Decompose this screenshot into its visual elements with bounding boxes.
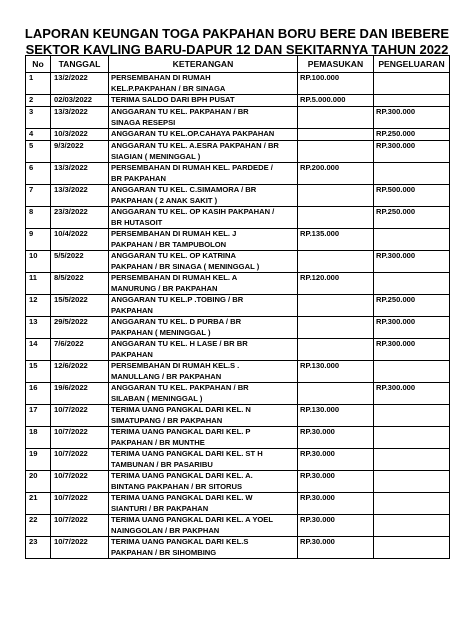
cell-pemasukan — [298, 383, 374, 405]
cell-keterangan: ANGGARAN TU KEL. C.SIMAMORA / BR PAKPAHAN ( 2 ANAK SAKIT ) — [109, 185, 298, 207]
cell-keterangan: TERIMA UANG PANGKAL DARI KEL. A YOEL NAINGGOLAN / BR PAKPHAN — [109, 515, 298, 537]
cell-pemasukan — [298, 339, 374, 361]
cell-tanggal: 10/7/2022 — [51, 449, 109, 471]
report-title: LAPORAN KEUNGAN TOGA PAKPAHAN BORU BERE DAN IBEBERE — [24, 26, 450, 41]
cell-pengeluaran: RP.300.000 — [374, 107, 450, 129]
cell-keterangan: ANGGARAN TU KEL.P .TOBING / BR PAKPAHAN — [109, 295, 298, 317]
cell-no: 16 — [26, 383, 51, 405]
cell-no: 8 — [26, 207, 51, 229]
cell-pengeluaran: RP.300.000 — [374, 383, 450, 405]
cell-pengeluaran — [374, 471, 450, 493]
table-row — [26, 95, 450, 107]
cell-tanggal: 13/3/2022 — [51, 185, 109, 207]
cell-tanggal: 8/5/2022 — [51, 273, 109, 295]
cell-tanggal: 10/7/2022 — [51, 537, 109, 559]
cell-keterangan: PERSEMBAHAN DI RUMAH KEL. J PAKPAHAN / BR TAMPUBOLON — [109, 229, 298, 251]
cell-no: 18 — [26, 427, 51, 449]
cell-keterangan: TERIMA UANG PANGKAL DARI KEL.S PAKPAHAN / BR SIHOMBING — [109, 537, 298, 559]
table-header-row — [26, 56, 450, 73]
cell-pengeluaran: RP.300.000 — [374, 339, 450, 361]
cell-tanggal: 10/7/2022 — [51, 427, 109, 449]
cell-no: 11 — [26, 273, 51, 295]
cell-pemasukan — [298, 207, 374, 229]
header-pengeluaran: PENGELUARAN — [374, 56, 450, 73]
cell-no: 10 — [26, 251, 51, 273]
cell-pengeluaran — [374, 163, 450, 185]
header-no: No — [26, 56, 51, 73]
header-keterangan: KETERANGAN — [109, 56, 298, 73]
table-row — [26, 515, 450, 537]
cell-pemasukan: RP.30.000 — [298, 537, 374, 559]
cell-pemasukan: RP.5.000.000 — [298, 95, 374, 107]
cell-no: 5 — [26, 141, 51, 163]
table-row — [26, 427, 450, 449]
table-row — [26, 537, 450, 559]
cell-tanggal: 5/5/2022 — [51, 251, 109, 273]
cell-no: 17 — [26, 405, 51, 427]
table-row — [26, 229, 450, 251]
cell-pengeluaran: RP.250.000 — [374, 207, 450, 229]
cell-tanggal: 7/6/2022 — [51, 339, 109, 361]
cell-pengeluaran: RP.250.000 — [374, 295, 450, 317]
cell-pengeluaran: RP.300.000 — [374, 317, 450, 339]
cell-pemasukan: RP.100.000 — [298, 73, 374, 95]
cell-pengeluaran — [374, 537, 450, 559]
header-tanggal: TANGGAL — [51, 56, 109, 73]
cell-pengeluaran — [374, 427, 450, 449]
cell-no: 2 — [26, 95, 51, 107]
cell-pengeluaran — [374, 273, 450, 295]
cell-no: 9 — [26, 229, 51, 251]
cell-pemasukan: RP.30.000 — [298, 493, 374, 515]
cell-pengeluaran — [374, 405, 450, 427]
cell-pengeluaran — [374, 493, 450, 515]
table-row — [26, 383, 450, 405]
cell-pemasukan: RP.30.000 — [298, 471, 374, 493]
cell-tanggal: 10/7/2022 — [51, 493, 109, 515]
header-pemasukan: PEMASUKAN — [298, 56, 374, 73]
cell-no: 12 — [26, 295, 51, 317]
cell-pemasukan — [298, 185, 374, 207]
cell-tanggal: 10/7/2022 — [51, 471, 109, 493]
cell-pemasukan: RP.200.000 — [298, 163, 374, 185]
finance-table — [25, 55, 450, 559]
table-row — [26, 163, 450, 185]
cell-pengeluaran — [374, 229, 450, 251]
table-row — [26, 73, 450, 95]
cell-pengeluaran — [374, 73, 450, 95]
cell-pemasukan — [298, 295, 374, 317]
cell-pengeluaran — [374, 515, 450, 537]
cell-keterangan: PERSEMBAHAN DI RUMAH KEL. A MANURUNG / BR PAKPAHAN — [109, 273, 298, 295]
table-row — [26, 129, 450, 141]
cell-tanggal: 9/3/2022 — [51, 141, 109, 163]
cell-tanggal: 29/5/2022 — [51, 317, 109, 339]
cell-tanggal: 13/2/2022 — [51, 73, 109, 95]
cell-keterangan: ANGGARAN TU KEL. D PURBA / BR PAKPAHAN ( MENINGGAL ) — [109, 317, 298, 339]
table-row — [26, 141, 450, 163]
cell-tanggal: 02/03/2022 — [51, 95, 109, 107]
cell-keterangan: ANGGARAN TU KEL. A.ESRA PAKPAHAN / BR SIAGIAN ( MENINGGAL ) — [109, 141, 298, 163]
table-row — [26, 471, 450, 493]
cell-keterangan: TERIMA SALDO DARI BPH PUSAT — [109, 95, 298, 107]
cell-no: 7 — [26, 185, 51, 207]
cell-no: 4 — [26, 129, 51, 141]
cell-tanggal: 15/5/2022 — [51, 295, 109, 317]
cell-pemasukan — [298, 129, 374, 141]
cell-tanggal: 10/7/2022 — [51, 405, 109, 427]
cell-keterangan: PERSEMBAHAN DI RUMAH KEL.S . MANULLANG / BR PAKPAHAN — [109, 361, 298, 383]
cell-pemasukan: RP.30.000 — [298, 515, 374, 537]
cell-tanggal: 10/3/2022 — [51, 129, 109, 141]
cell-pemasukan — [298, 251, 374, 273]
cell-keterangan: ANGGARAN TU KEL. OP KATRINA PAKPAHAN / BR SINAGA ( MENINGGAL ) — [109, 251, 298, 273]
cell-tanggal: 13/3/2022 — [51, 163, 109, 185]
cell-pemasukan: RP.130.000 — [298, 361, 374, 383]
cell-pemasukan: RP.30.000 — [298, 449, 374, 471]
cell-tanggal: 23/3/2022 — [51, 207, 109, 229]
table-row — [26, 273, 450, 295]
cell-keterangan: ANGGARAN TU KEL. OP KASIH PAKPAHAN / BR HUTASOIT — [109, 207, 298, 229]
table-row — [26, 339, 450, 361]
cell-no: 14 — [26, 339, 51, 361]
table-row — [26, 449, 450, 471]
cell-pengeluaran: RP.500.000 — [374, 185, 450, 207]
cell-keterangan: PERSEMBAHAN DI RUMAH KEL.P.PAKPAHAN / BR SINAGA — [109, 73, 298, 95]
cell-no: 23 — [26, 537, 51, 559]
cell-keterangan: TERIMA UANG PANGKAL DARI KEL. A. BINTANG PAKPAHAN / BR SITORUS — [109, 471, 298, 493]
cell-pemasukan: RP.120.000 — [298, 273, 374, 295]
cell-no: 22 — [26, 515, 51, 537]
cell-pemasukan: RP.130.000 — [298, 405, 374, 427]
cell-pemasukan — [298, 141, 374, 163]
cell-no: 1 — [26, 73, 51, 95]
table-row — [26, 185, 450, 207]
cell-pemasukan: RP.30.000 — [298, 427, 374, 449]
table-row — [26, 207, 450, 229]
cell-keterangan: ANGGARAN TU KEL. PAKPAHAN / BR SINAGA RESEPSI — [109, 107, 298, 129]
cell-no: 3 — [26, 107, 51, 129]
cell-pemasukan — [298, 107, 374, 129]
cell-no: 20 — [26, 471, 51, 493]
cell-no: 19 — [26, 449, 51, 471]
cell-tanggal: 10/4/2022 — [51, 229, 109, 251]
cell-tanggal: 10/7/2022 — [51, 515, 109, 537]
cell-keterangan: PERSEMBAHAN DI RUMAH KEL. PARDEDE / BR PAKPAHAN — [109, 163, 298, 185]
report-subtitle: SEKTOR KAVLING BARU-DAPUR 12 DAN SEKITARNYA TAHUN 2022 — [25, 42, 449, 57]
table-body — [26, 73, 450, 559]
table-row — [26, 361, 450, 383]
cell-tanggal: 12/6/2022 — [51, 361, 109, 383]
cell-keterangan: TERIMA UANG PANGKAL DARI KEL. W SIANTURI / BR PAKPAHAN — [109, 493, 298, 515]
table-row — [26, 317, 450, 339]
cell-tanggal: 19/6/2022 — [51, 383, 109, 405]
cell-no: 15 — [26, 361, 51, 383]
cell-pemasukan: RP.135.000 — [298, 229, 374, 251]
cell-keterangan: ANGGARAN TU KEL.OP.CAHAYA PAKPAHAN — [109, 129, 298, 141]
cell-pengeluaran — [374, 449, 450, 471]
cell-pengeluaran: RP.250.000 — [374, 129, 450, 141]
cell-tanggal: 13/3/2022 — [51, 107, 109, 129]
cell-pengeluaran — [374, 95, 450, 107]
table-row — [26, 251, 450, 273]
table-row — [26, 493, 450, 515]
cell-keterangan: TERIMA UANG PANGKAL DARI KEL. P PAKPAHAN / BR MUNTHE — [109, 427, 298, 449]
table-row — [26, 405, 450, 427]
cell-pengeluaran: RP.300.000 — [374, 141, 450, 163]
table-row — [26, 107, 450, 129]
cell-keterangan: TERIMA UANG PANGKAL DARI KEL. ST H TAMBUNAN / BR PASARIBU — [109, 449, 298, 471]
cell-keterangan: ANGGARAN TU KEL. H LASE / BR BR PAKPAHAN — [109, 339, 298, 361]
cell-no: 21 — [26, 493, 51, 515]
cell-no: 13 — [26, 317, 51, 339]
cell-no: 6 — [26, 163, 51, 185]
cell-pengeluaran — [374, 361, 450, 383]
cell-keterangan: ANGGARAN TU KEL. PAKPAHAN / BR SILABAN ( MENINGGAL ) — [109, 383, 298, 405]
cell-pemasukan — [298, 317, 374, 339]
cell-keterangan: TERIMA UANG PANGKAL DARI KEL. N SIMATUPANG / BR PAKPAHAN — [109, 405, 298, 427]
table-row — [26, 295, 450, 317]
cell-pengeluaran: RP.300.000 — [374, 251, 450, 273]
